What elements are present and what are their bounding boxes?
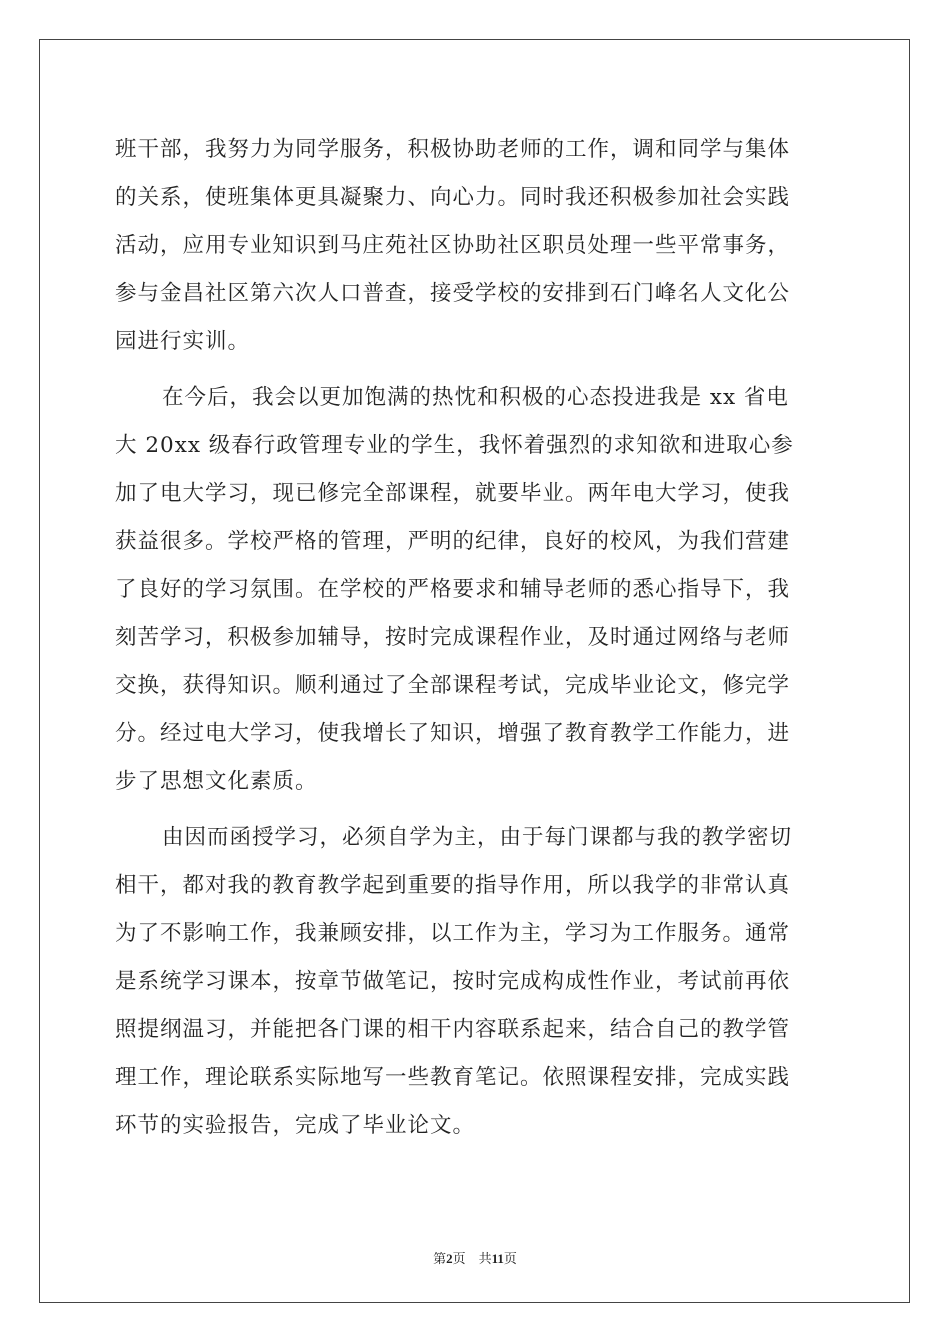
page-number-suffix: 页 bbox=[452, 1251, 466, 1266]
body-line: 为了不影响工作，我兼顾安排，以工作为主，学习为工作服务。通常 bbox=[115, 921, 791, 946]
page-number-prefix: 第 bbox=[433, 1251, 447, 1266]
body-line: 相干，都对我的教育教学起到重要的指导作用，所以我学的非常认真 bbox=[115, 873, 791, 898]
body-line: 的关系，使班集体更具凝聚力、向心力。同时我还积极参加社会实践 bbox=[115, 185, 791, 210]
body-line: 步了思想文化素质。 bbox=[115, 769, 318, 794]
body-line: 加了电大学习，现已修完全部课程，就要毕业。两年电大学习，使我 bbox=[115, 481, 791, 506]
body-line: 大 20xx 级春行政管理专业的学生，我怀着强烈的求知欲和进取心参 bbox=[115, 433, 794, 458]
page-total: 11 bbox=[491, 1251, 504, 1266]
page-number-current: 2 bbox=[446, 1251, 453, 1266]
body-line: 刻苦学习，积极参加辅导，按时完成课程作业，及时通过网络与老师 bbox=[115, 625, 791, 650]
body-line: 班干部，我努力为同学服务，积极协助老师的工作，调和同学与集体 bbox=[115, 137, 791, 162]
body-line: 环节的实验报告，完成了毕业论文。 bbox=[115, 1113, 476, 1138]
page-footer bbox=[0, 1248, 950, 1267]
body-line: 理工作，理论联系实际地写一些教育笔记。依照课程安排，完成实践 bbox=[115, 1065, 791, 1090]
body-line: 交换，获得知识。顺利通过了全部课程考试，完成毕业论文，修完学 bbox=[115, 673, 791, 698]
body-line: 了良好的学习氛围。在学校的严格要求和辅导老师的悉心指导下，我 bbox=[115, 577, 791, 602]
body-line: 在今后，我会以更加饱满的热忱和积极的心态投进我是 xx 省电 bbox=[162, 385, 789, 410]
body-line: 获益很多。学校严格的管理，严明的纪律，良好的校风，为我们营建 bbox=[115, 529, 791, 554]
page-total-suffix: 页 bbox=[503, 1251, 517, 1266]
body-line: 是系统学习课本，按章节做笔记，按时完成构成性作业，考试前再依 bbox=[115, 969, 791, 994]
page-total-prefix: 共 bbox=[478, 1251, 492, 1266]
body-line: 园进行实训。 bbox=[115, 329, 251, 354]
body-line: 分。经过电大学习，使我增长了知识，增强了教育教学工作能力，进 bbox=[115, 721, 791, 746]
body-line: 由因而函授学习，必须自学为主，由于每门课都与我的教学密切 bbox=[162, 825, 793, 850]
body-line: 参与金昌社区第六次人口普查，接受学校的安排到石门峰名人文化公 bbox=[115, 281, 791, 306]
body-line: 活动，应用专业知识到马庄苑社区协助社区职员处理一些平常事务， bbox=[115, 233, 791, 258]
body-line: 照提纲温习，并能把各门课的相干内容联系起来，结合自己的教学管 bbox=[115, 1017, 791, 1042]
